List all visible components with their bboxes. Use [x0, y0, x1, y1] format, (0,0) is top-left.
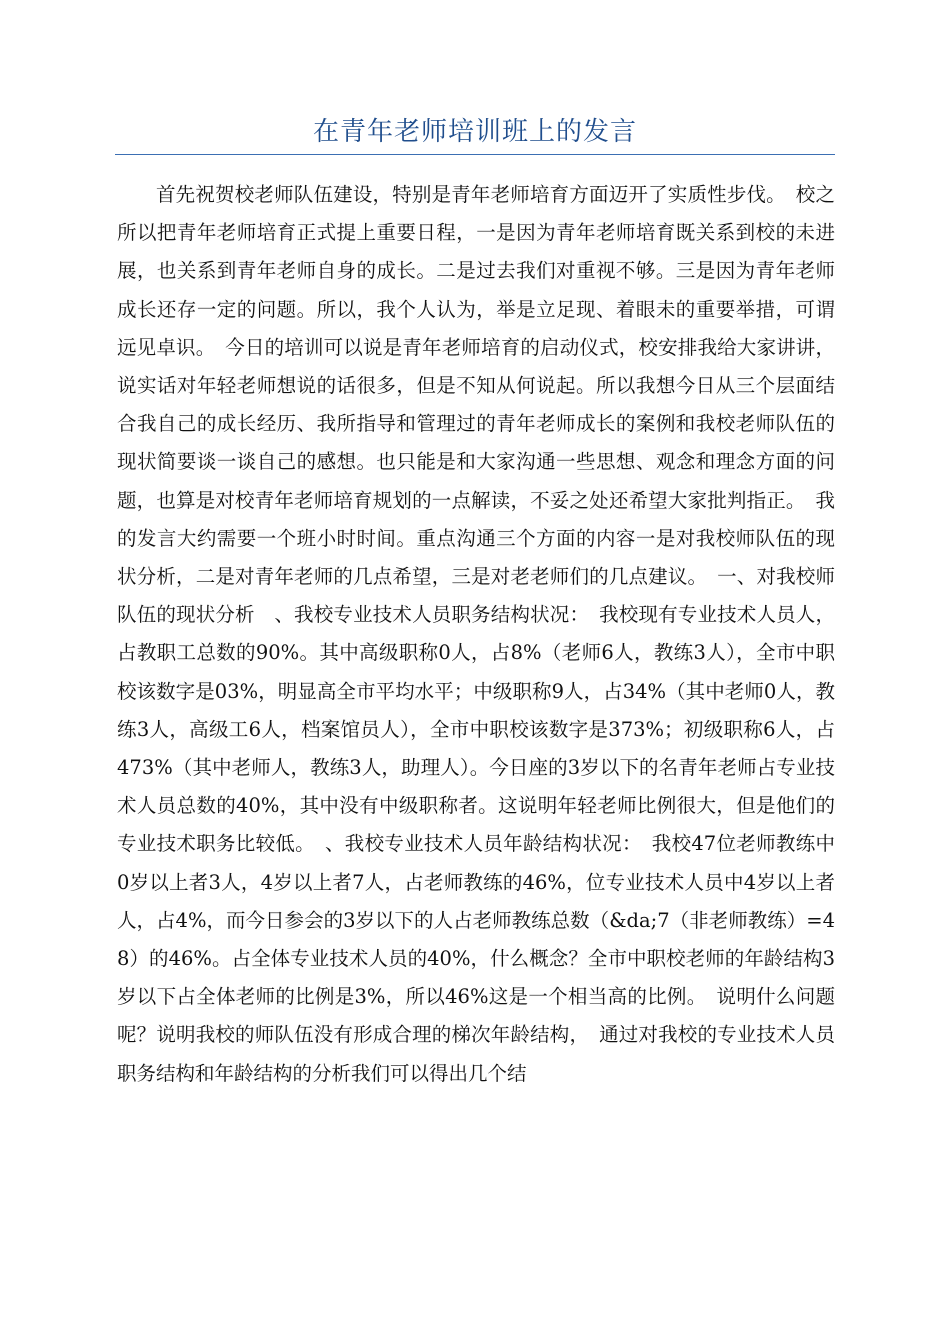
document-title: 在青年老师培训班上的发言 [312, 117, 637, 147]
body-paragraph: 首先祝贺校老师队伍建设，特别是青年老师培育方面迈开了实质性步伐。 校之所以把青年老师培育正式提上重要日程，一是因为青年老师培育既关系到校的未进展，也关系到青年老师自身的成长。二是过去我们对重视不够。三是因为青年老师成长还存一定的问题。所以，我个人认为，举是立足现、着眼未的重要举措，可谓远见卓识。 今日的培训可以说是青年老师培育的启动仪式，校安排我给大家讲讲，说实话对年轻老师想说的话很多，但是不知从何说起。所以我想今日从三个层面结合我自己的成长经历、我所指导和管理过的青年老师成长的案例和我校老师队伍的现状简要谈一谈自己的感想。也只能是和大家沟通一些思想、观念和理念方面的问题，也算是对校青年老师培育规划的一点解读，不妥之处还希望大家批判指正。 我的发言大约需要一个班小时时间。重点沟通三个方面的内容一是对我校师队伍的现状分析，二是对青年老师的几点希望，三是对老老师们的几点建议。 一、对我校师队伍的现状分析 、我校专业技术人员职务结构状况： 我校现有专业技术人员人，占教职工总数的90%。其中高级职称0人，占8%（老师6人，教练3人），全市中职校该数字是03%，明显高全市平均水平；中级职称9人，占34%（其中老师0人，教练3人，高级工6人，档案馆员人），全市中职校该数字是373%；初级职称6人，占473%（其中老师人，教练3人，助理人）。今日座的3岁以下的名青年老师占专业技术人员总数的40%，其中没有中级职称者。这说明年轻老师比例很大，但是他们的专业技术职务比较低。 、我校专业技术人员年龄结构状况： 我校47位老师教练中0岁以上者3人，4岁以上者7人，占老师教练的46%，位专业技术人员中4岁以上者人，占4%，而今日参会的3岁以下的人占老师教练总数（&da;7（非老师教练）=48）的46%。占全体专业技术人员的40%，什么概念？全市中职校老师的年龄结构3岁以下占全体老师的比例是3%，所以46%这是一个相当高的比例。 说明什么问题呢？说明我校的师队伍没有形成合理的梯次年龄结构， 通过对我校的专业技术人员职务结构和年龄结构的分析我们可以得出几个结 [117, 183, 835, 1085]
title-underline [115, 154, 835, 155]
